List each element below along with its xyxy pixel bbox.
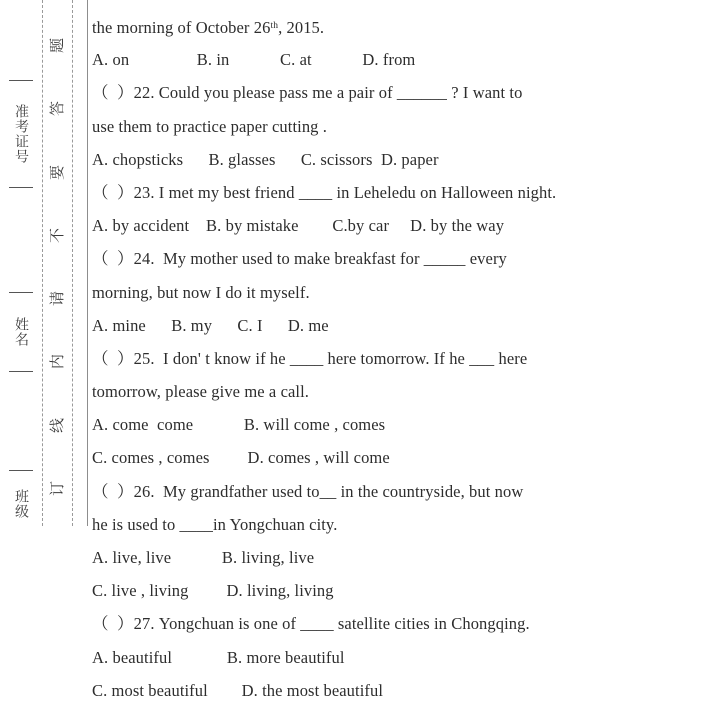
field-admission-ticket-number: [0, 86, 42, 182]
question-line: （ ）25. I don' t know if he ____ here tomorrow. If he ___ here: [92, 348, 528, 368]
option-line: A. mine B. my C. I D. me: [92, 315, 329, 335]
seal-notice-character-column: [44, 0, 72, 526]
option-line: A. chopsticks B. glasses C. scissors D. paper: [92, 149, 439, 169]
option-line: A. live, live B. living, live: [92, 548, 315, 567]
question-line: [92, 10, 701, 43]
sealed-margin: [0, 0, 88, 526]
seal-notice-char: 内: [48, 354, 67, 370]
field-label-student-name: 姓名: [13, 317, 29, 347]
seal-notice-char: 题: [48, 38, 67, 54]
write-on-line: [9, 187, 33, 188]
seal-dashed-rule-outer: [42, 0, 43, 526]
seal-notice-char: 答: [48, 101, 67, 117]
seal-dashed-rule-inner: [72, 0, 73, 526]
question-line: （ ）22. Could you please pass me a pair of ______ ? I want to: [92, 83, 523, 103]
seal-notice-char: 不: [48, 227, 67, 243]
option-line: A. beautiful B. more beautiful: [92, 647, 345, 667]
field-class: [0, 476, 42, 532]
write-on-line: [9, 470, 33, 471]
field-student-name: [0, 298, 42, 366]
question-line: morning, but now I do it myself.: [92, 282, 310, 302]
field-label-class: 班级: [13, 489, 29, 519]
question-line: use them to practice paper cutting .: [92, 116, 327, 136]
write-on-line: [9, 371, 33, 372]
option-line: A. come come B. will come , comes: [92, 415, 386, 435]
question-line: （ ）26. My grandfather used to__ in the countryside, but now: [92, 481, 524, 501]
seal-notice-char: 请: [48, 291, 67, 307]
question-line: tomorrow, please give me a call.: [92, 382, 310, 402]
question-body: [92, 0, 701, 700]
question-line: （ ）23. I met my best friend ____ in Leheledu on Halloween night.: [92, 182, 557, 202]
question-line: （ ）24. My mother used to make breakfast for _____ every: [92, 249, 507, 269]
option-line: A. by accident B. by mistake C.by car D. by the way: [92, 216, 505, 236]
question-text-tail: , 2015.: [278, 18, 325, 37]
seal-notice-char: 要: [48, 164, 67, 180]
question-line: （ ）27. Yongchuan is one of ____ satellite cities in Chongqing.: [92, 614, 530, 634]
seal-notice-char: 线: [48, 417, 67, 433]
write-on-line: [9, 292, 33, 293]
ordinal-suffix: th: [270, 21, 279, 31]
option-line: C. most beautiful D. the most beautiful: [92, 680, 384, 700]
option-line: C. comes , comes D. comes , will come: [92, 448, 390, 468]
option-line: A. on B. in C. at D. from: [92, 50, 416, 70]
question-line: he is used to ____in Yongchuan city.: [92, 514, 338, 534]
clipped-top-line: [92, 0, 701, 10]
field-label-admission-ticket-number: 准考证号: [13, 104, 29, 164]
question-text: the morning of October 26: [92, 18, 271, 37]
seal-notice-char: 订: [48, 480, 67, 496]
seal-solid-rule: [87, 0, 88, 526]
option-line: C. live , living D. living, living: [92, 581, 334, 601]
write-on-line: [9, 80, 33, 81]
